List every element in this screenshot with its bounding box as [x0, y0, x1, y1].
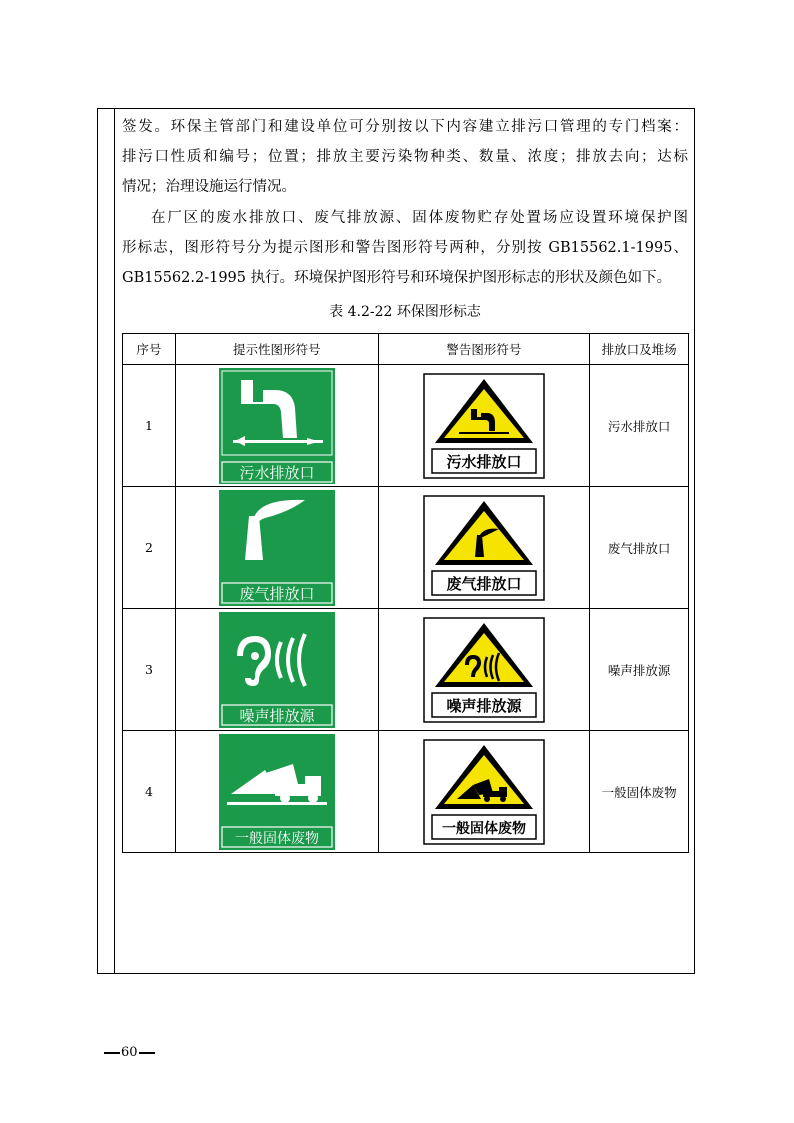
page-number-dash-left: [104, 1052, 120, 1054]
text-line: 情况；治理设施运行情况。: [122, 179, 296, 195]
warning-sign-label: 一般固体废物: [441, 820, 526, 837]
prompt-sign-label: 噪声排放源: [239, 706, 315, 725]
table-row: [123, 609, 689, 731]
exhaust-chimney-icon: [219, 490, 335, 606]
warning-sign-label: 污水排放口: [446, 452, 522, 471]
wastewater-warning-icon: [423, 373, 545, 479]
text-line: 形标志，图形符号分为提示图形和警告图形符号两种，分别按 GB15562.1-1995、: [122, 240, 688, 256]
frame-inner-line: [114, 109, 115, 973]
prompt-sign-label: 污水排放口: [239, 463, 315, 482]
warning-sign-cell: [378, 487, 590, 609]
table-header-row: [123, 334, 689, 365]
prompt-sign-cell: [175, 487, 378, 609]
table-caption: 表 4.2-22 环保图形标志: [329, 304, 481, 320]
paragraph-signs: [122, 203, 688, 293]
prompt-sign-cell: [175, 365, 378, 487]
prompt-sign-label: 一般固体废物: [234, 830, 319, 847]
warning-sign-cell: [378, 731, 590, 853]
prompt-sign-label: 废气排放口: [239, 584, 315, 603]
warning-sign-label: 废气排放口: [446, 574, 522, 593]
warning-sign-label: 噪声排放源: [446, 696, 522, 715]
page-number: [103, 1045, 156, 1060]
row-no: 4: [123, 731, 176, 853]
noise-ear-icon: [219, 612, 335, 728]
header-warning-sign: 警告图形符号: [378, 334, 590, 365]
row-no: 3: [123, 609, 176, 731]
noise-warning-icon: [423, 617, 545, 723]
header-place: 排放口及堆场: [590, 334, 689, 365]
header-no: 序号: [123, 334, 176, 365]
exhaust-warning-icon: [423, 495, 545, 601]
warning-sign-cell: [378, 365, 590, 487]
solid-waste-warning-icon: [423, 739, 545, 845]
dump-truck-icon: [219, 734, 335, 850]
sign-table: [122, 333, 689, 853]
row-no: 2: [123, 487, 176, 609]
warning-sign-cell: [378, 609, 590, 731]
text-line: 在厂区的废水排放口、废气排放源、固体废物贮存处置场应设置环境保护图: [151, 210, 688, 226]
prompt-sign-cell: [175, 609, 378, 731]
text-line: GB15562.2-1995 执行。环境保护图形符号和环境保护图形标志的形状及颜色如下。: [122, 270, 672, 286]
place-cell: 一般固体废物: [590, 731, 689, 853]
header-prompt-sign: 提示性图形符号: [175, 334, 378, 365]
place-cell: 噪声排放源: [590, 609, 689, 731]
text-line: 签发。环保主管部门和建设单位可分别按以下内容建立排污口管理的专门档案：: [122, 119, 688, 135]
text-line: 排污口性质和编号；位置；排放主要污染物种类、数量、浓度；排放去向；达标: [122, 149, 688, 165]
wastewater-outlet-icon: [219, 368, 335, 484]
prompt-sign-cell: [175, 731, 378, 853]
page-number-dash-right: [139, 1052, 155, 1054]
page-number-text: 60: [121, 1045, 138, 1060]
place-cell: 废气排放口: [590, 487, 689, 609]
table-row: [123, 487, 689, 609]
table-row: [123, 365, 689, 487]
row-no: 1: [123, 365, 176, 487]
table-row: [123, 731, 689, 853]
paragraph-archive: [122, 112, 688, 202]
place-cell: 污水排放口: [590, 365, 689, 487]
